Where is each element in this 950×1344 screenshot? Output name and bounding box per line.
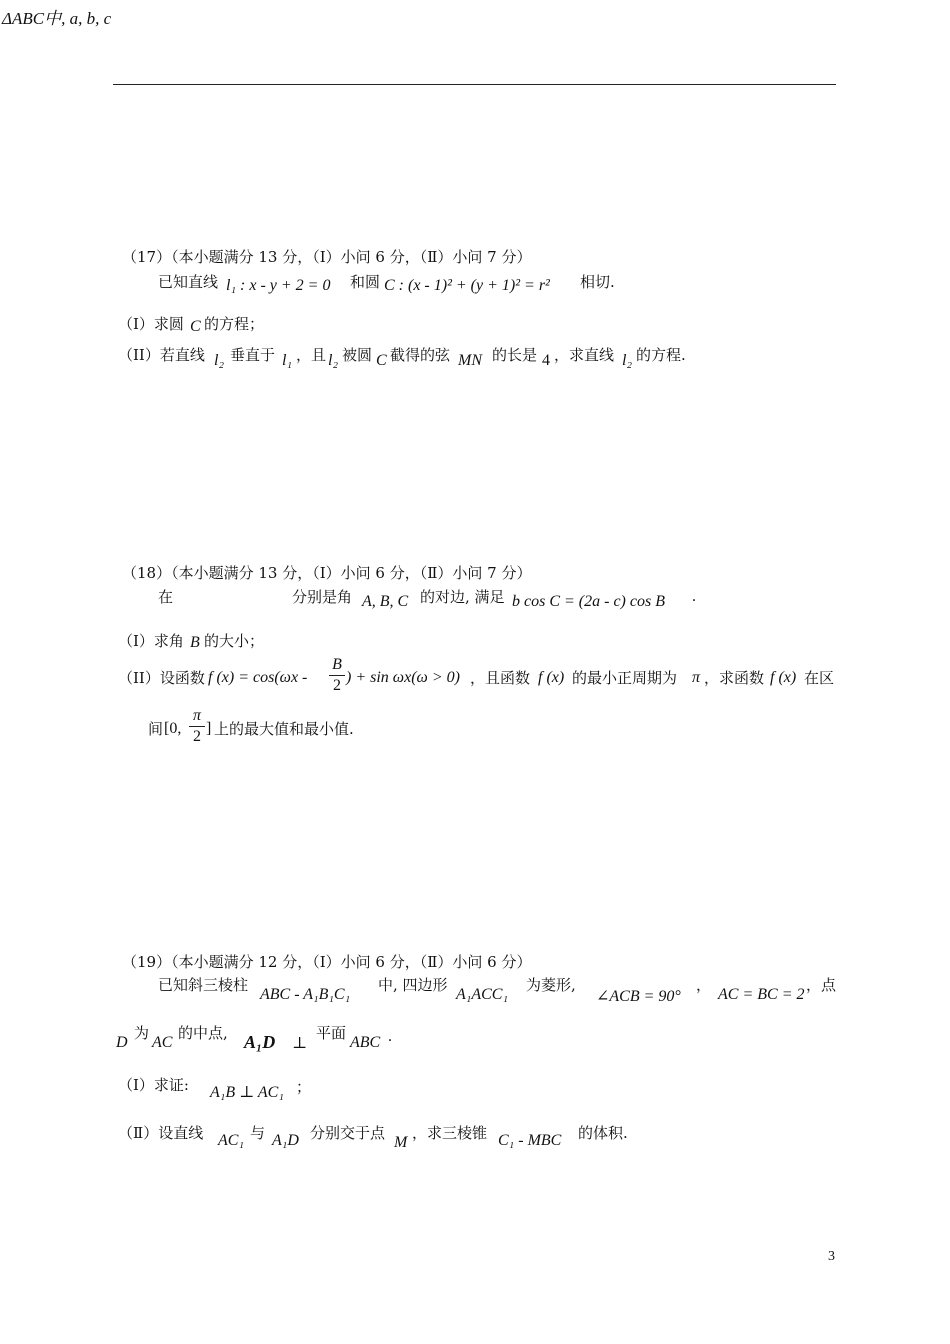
q19-prism: ABC - A₁B₁C₁	[260, 986, 351, 1003]
q18-part2-mid: ，且函数	[470, 669, 531, 687]
q18-fx2: f (x)	[770, 669, 797, 686]
q18-condition: b cos C = (2a - c) cos B	[512, 593, 665, 610]
q18-frac-den: 2	[333, 677, 341, 694]
q19-D: D	[116, 1034, 128, 1051]
q19-stem-prefix: 已知斜三棱柱	[158, 976, 249, 994]
q18-part1-prefix: （I）求角	[118, 632, 184, 650]
q18-pi: π	[692, 669, 701, 686]
q17-part2-h: 的方程.	[636, 346, 686, 364]
q18-angles: A, B, C	[362, 593, 409, 610]
q19-part2-end: 的体积.	[578, 1124, 628, 1142]
q17-part1-suffix: 的方程；	[204, 315, 265, 333]
q19-part2-ask: ，求三棱锥	[412, 1124, 488, 1142]
q17-title: （17）（本小题满分 13 分，（Ⅰ）小问 6 分，（Ⅱ）小问 7 分）	[122, 248, 532, 266]
q18-ifrac-den: 2	[193, 728, 201, 745]
q17-part2-g: ，求直线	[554, 346, 615, 364]
q18-frac-bar	[329, 675, 345, 676]
page-number: 3	[828, 1249, 835, 1264]
q17-part2-e: 截得的弦	[390, 346, 451, 364]
q19-part2-meet: 分别交于点	[310, 1124, 386, 1142]
q18-part2-end: 在区	[804, 669, 835, 687]
q18-part2-mid2: 的最小正周期为	[572, 669, 678, 687]
q19-mid: 中, 四边形	[378, 976, 448, 994]
q19-rhombus: 为菱形,	[526, 976, 576, 994]
q19-plane: 平面	[316, 1024, 347, 1042]
q17-part2-4: 4	[542, 352, 550, 369]
q18-fx1: f (x)	[538, 669, 565, 686]
q17-part2-c: ，且	[296, 346, 327, 364]
q19-part2-AC1: AC₁	[218, 1132, 245, 1149]
q17-part2-C: C	[376, 352, 387, 369]
q18-part2-prefix: （II）设函数	[118, 669, 205, 687]
q19-quad: A₁ACC₁	[456, 986, 509, 1003]
q19-part2-prefix: （Ⅱ）设直线	[118, 1124, 204, 1142]
q17-circle-equation: C : (x - 1)² + (y + 1)² = r²	[384, 277, 550, 294]
q19-A1D: A₁D	[244, 1032, 276, 1052]
q18-line2-suffix: 上的最大值和最小值.	[214, 720, 354, 738]
q18-line2-prefix: 间	[148, 720, 164, 738]
q18-f-def-b: ) + sin ωx(ω > 0)	[346, 669, 460, 686]
q18-part1-B: B	[190, 634, 200, 651]
q18-ifrac-num: π	[192, 707, 201, 724]
q19-wei: 为	[134, 1024, 150, 1042]
q19-part1-prefix: （Ⅰ）求证:	[118, 1076, 189, 1094]
q17-and-circle: 和圆	[350, 273, 381, 291]
q18-ifrac-bar	[189, 726, 205, 727]
q18-part2-mid3: ，求函数	[704, 669, 765, 687]
q18-frac-num: B	[332, 656, 342, 673]
q17-part2-a: （II）若直线	[118, 346, 205, 364]
q17-tangent: 相切.	[580, 273, 615, 291]
q19-part2-pyramid: C₁ - MBC	[498, 1132, 562, 1149]
q17-part2-l2c: l₂	[622, 352, 633, 369]
q18-resp: 分别是角	[292, 588, 353, 606]
q18-title: （18）（本小题满分 13 分，（Ⅰ）小问 6 分，（Ⅱ）小问 7 分）	[122, 564, 532, 582]
q19-part2-M: M	[394, 1134, 408, 1151]
q19-angle: ∠ACB = 90°	[596, 988, 681, 1005]
q19-ABC: ABC	[350, 1034, 381, 1051]
q17-part2-l1: l₁	[282, 352, 293, 369]
q17-part2-MN: MN	[458, 352, 482, 369]
q19-part1-math: A₁B ⊥ AC₁	[210, 1084, 284, 1101]
q19-dot: .	[388, 1028, 392, 1045]
q19-perp: ⊥	[292, 1035, 308, 1052]
q18-period: .	[692, 588, 696, 605]
q18-interval-a: [0,	[164, 720, 182, 737]
q18-f-def-a: f (x) = cos(ωx -	[208, 669, 308, 686]
q17-line-equation: l₁ : x - y + 2 = 0	[226, 277, 331, 294]
q19-comma: ，	[696, 976, 712, 994]
q19-eq: AC = BC = 2	[718, 986, 805, 1003]
q19-part1-end: ；	[296, 1078, 312, 1096]
header-fragment: ΔABC中, a, b, c	[2, 9, 112, 28]
q17-stem-prefix: 已知直线	[158, 273, 219, 291]
q18-part1-suffix: 的大小；	[204, 632, 265, 650]
q19-AC: AC	[152, 1034, 173, 1051]
q19-part2-A1D: A₁D	[272, 1132, 299, 1149]
q17-part2-b: 垂直于	[230, 346, 276, 364]
q17-part2-l2a: l₂	[214, 352, 225, 369]
q17-part1-prefix: （I）求圆	[118, 315, 184, 333]
q19-midpoint: 的中点,	[178, 1024, 228, 1042]
q18-fraction-B-over-2	[329, 656, 345, 695]
q17-part2-l2b: l₂	[328, 352, 339, 369]
q17-part2-f: 的长是	[492, 346, 538, 364]
q19-title: （19）（本小题满分 12 分，（Ⅰ）小问 6 分，（Ⅱ）小问 6 分）	[122, 953, 532, 971]
q17-part1-C: C	[190, 318, 201, 335]
header-rule	[113, 84, 836, 85]
q18-opposite: 的对边, 满足	[420, 588, 505, 606]
q18-fraction-pi-over-2	[189, 707, 205, 746]
q18-in: 在	[158, 588, 174, 606]
q19-part2-with: 与	[250, 1124, 266, 1142]
q17-part2-d: 被圆	[342, 346, 373, 364]
q19-point: ，点	[806, 976, 837, 994]
q18-interval-b: ]	[206, 720, 212, 737]
